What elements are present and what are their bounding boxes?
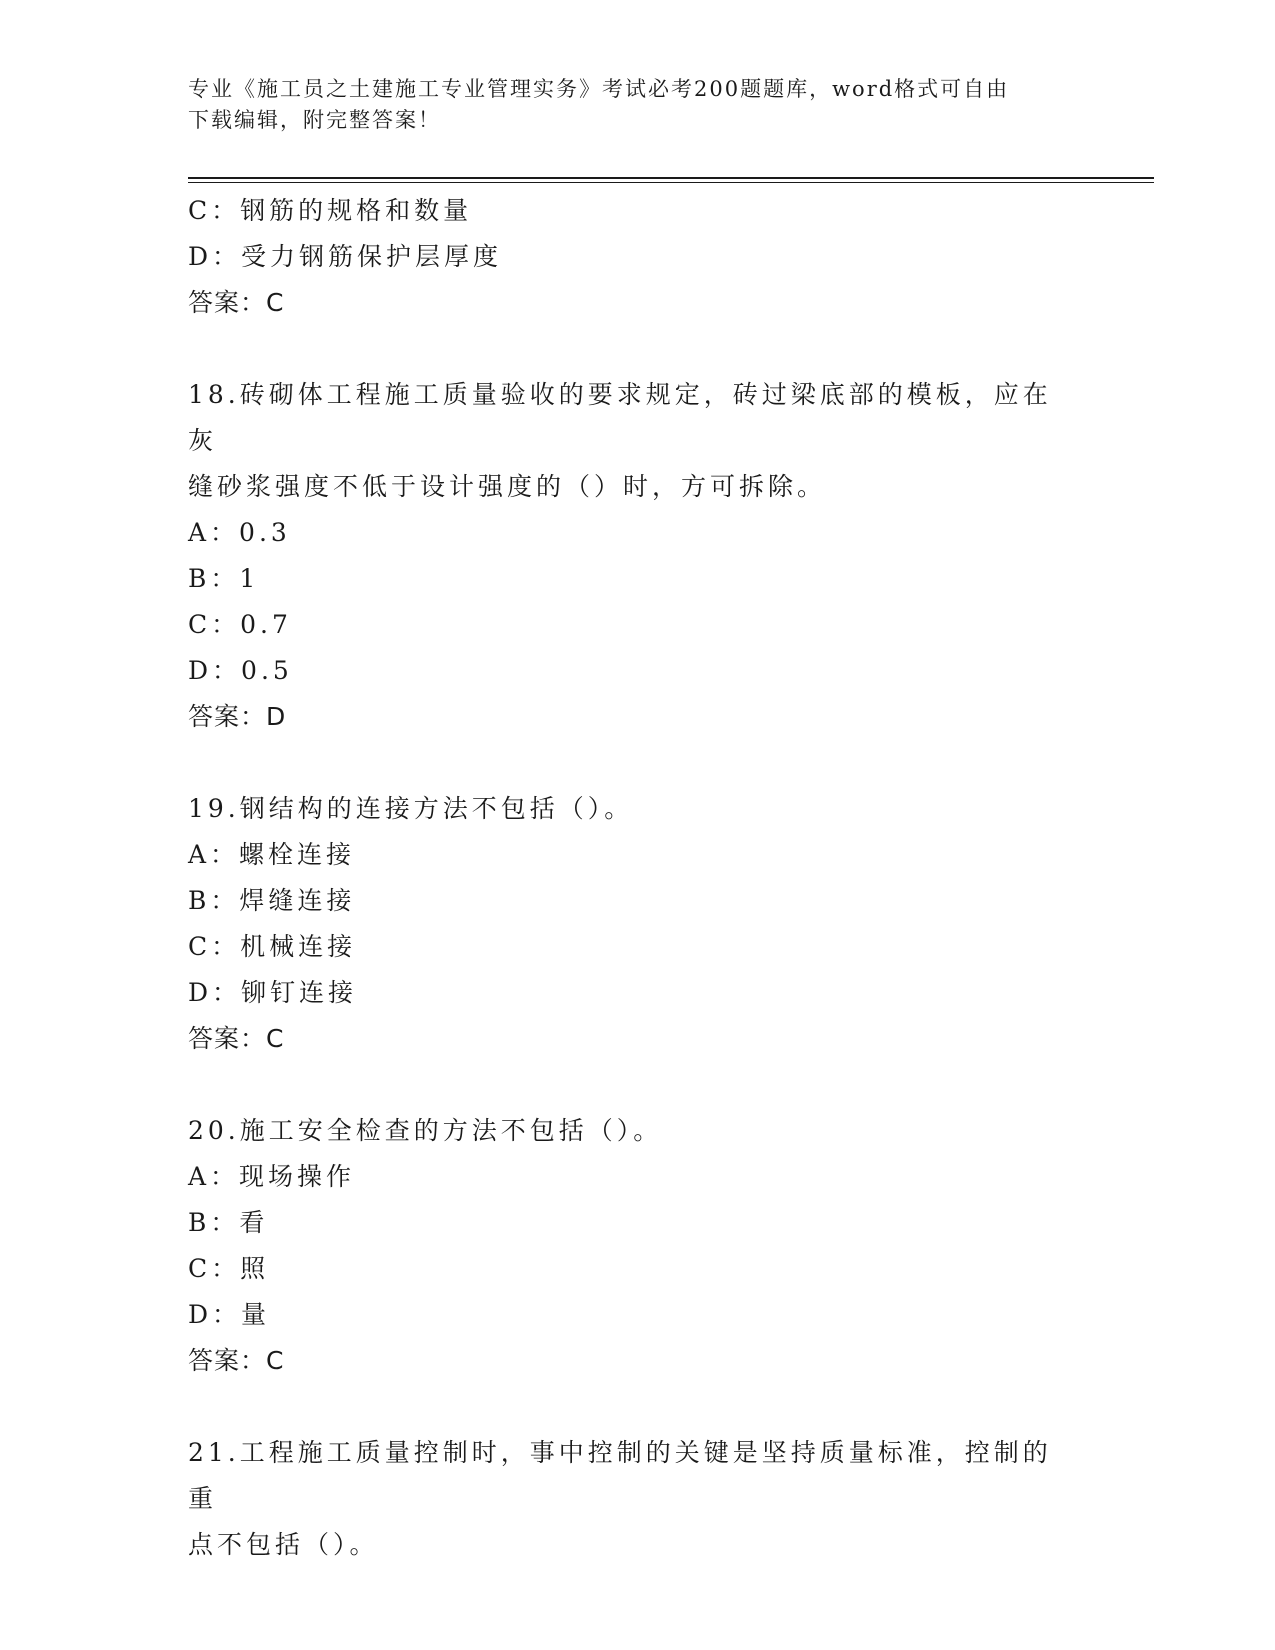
question-text-continued: 缝砂浆强度不低于设计强度的（）时，方可拆除。 bbox=[188, 472, 827, 501]
document-header bbox=[188, 74, 1068, 136]
answer: 答案：C bbox=[188, 288, 285, 317]
option-d: D：受力钢筋保护层厚度 bbox=[188, 242, 503, 271]
spacer bbox=[188, 1384, 1068, 1430]
header-line-2: 下载编辑，附完整答案！ bbox=[188, 108, 441, 132]
option-b: B：看 bbox=[188, 1208, 269, 1237]
spacer bbox=[188, 326, 1068, 372]
question-fragment bbox=[188, 188, 1068, 326]
option-d: D：量 bbox=[188, 1300, 271, 1329]
question-19 bbox=[188, 786, 1068, 1062]
option-d: D：铆钉连接 bbox=[188, 978, 358, 1007]
header-divider-thick bbox=[188, 177, 1154, 179]
question-text-continued: 点不包括（）。 bbox=[188, 1530, 379, 1559]
option-c: C：钢筋的规格和数量 bbox=[188, 196, 473, 225]
question-list bbox=[188, 188, 1068, 1568]
question-text: 20.施工安全检查的方法不包括（）。 bbox=[188, 1116, 663, 1145]
option-a: A：螺栓连接 bbox=[188, 840, 356, 869]
answer: 答案：C bbox=[188, 1346, 285, 1375]
question-18 bbox=[188, 372, 1068, 740]
option-a: A：现场操作 bbox=[188, 1162, 356, 1191]
question-text: 18.砖砌体工程施工质量验收的要求规定，砖过梁底部的模板，应在灰 bbox=[188, 380, 1052, 455]
option-b: B：1 bbox=[188, 564, 260, 593]
option-b: B：焊缝连接 bbox=[188, 886, 356, 915]
option-c: C：机械连接 bbox=[188, 932, 357, 961]
option-c: C：照 bbox=[188, 1254, 270, 1283]
spacer bbox=[188, 740, 1068, 786]
question-20 bbox=[188, 1108, 1068, 1384]
question-text: 21.工程施工质量控制时，事中控制的关键是坚持质量标准，控制的重 bbox=[188, 1438, 1052, 1513]
option-c: C：0.7 bbox=[188, 610, 292, 639]
spacer bbox=[188, 1062, 1068, 1108]
option-a: A：0.3 bbox=[188, 518, 291, 547]
header-line-1: 专业《施工员之土建施工专业管理实务》考试必考200题题库，word格式可自由 bbox=[188, 77, 1010, 101]
question-21 bbox=[188, 1430, 1068, 1568]
answer: 答案：C bbox=[188, 1024, 285, 1053]
answer: 答案：D bbox=[188, 702, 287, 731]
question-text: 19.钢结构的连接方法不包括（）。 bbox=[188, 794, 634, 823]
option-d: D：0.5 bbox=[188, 656, 293, 685]
header-divider-thin bbox=[188, 182, 1154, 183]
